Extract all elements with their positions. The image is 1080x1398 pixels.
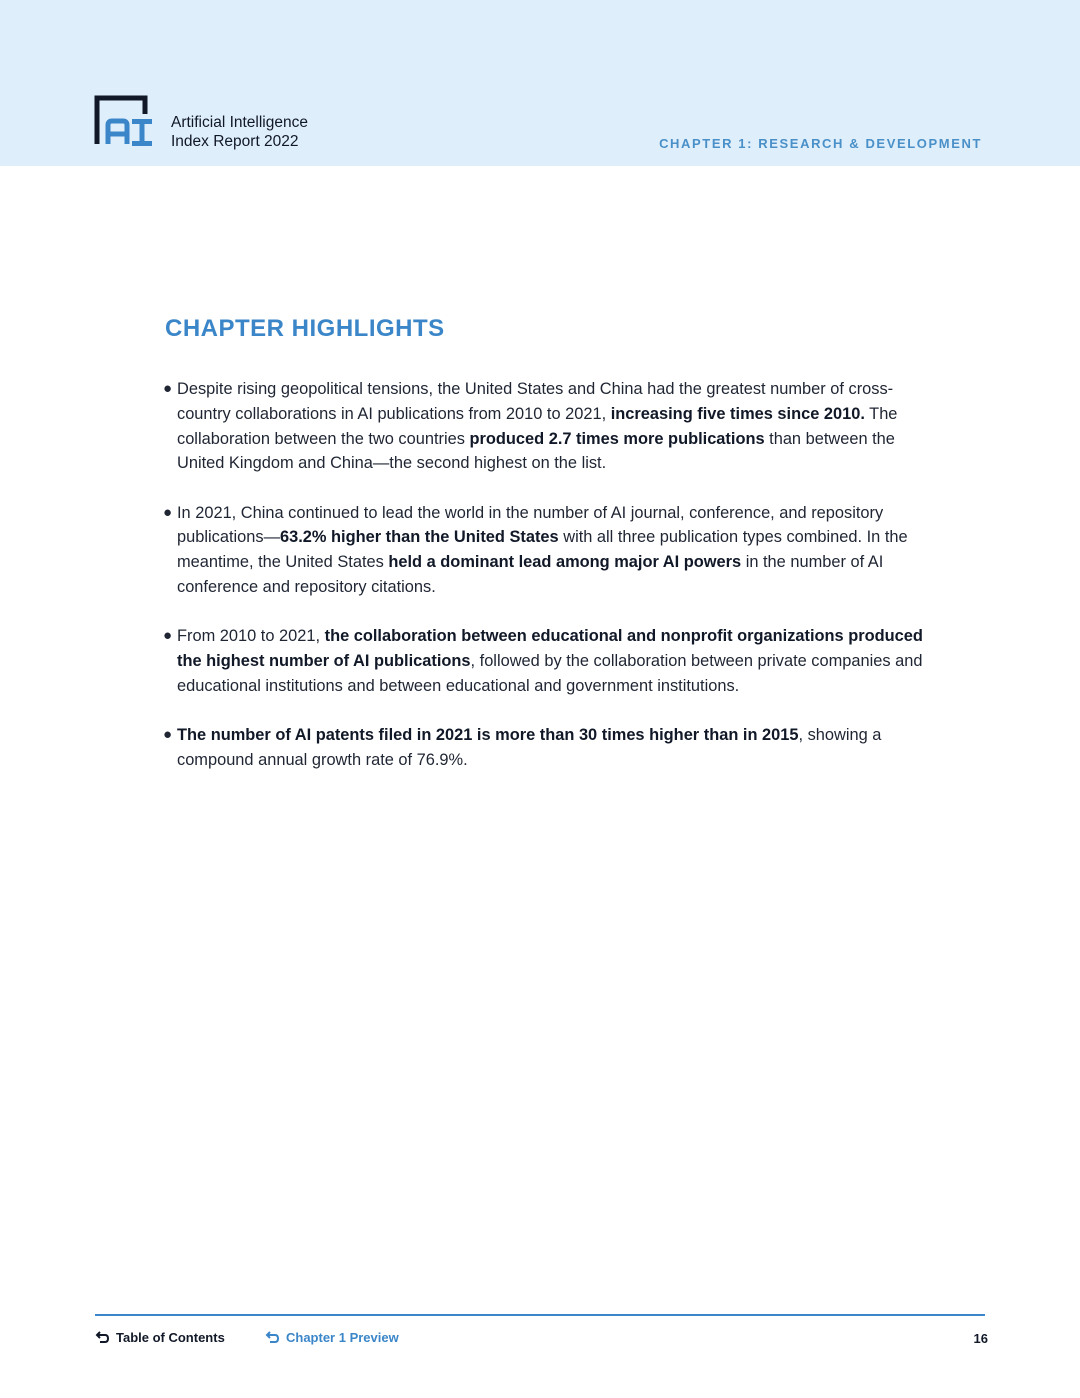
highlight-text: In 2021, China continued to lead the world in the number of AI journal, conference, and repository publications— xyxy=(177,503,884,547)
report-title xyxy=(171,113,308,151)
highlight-emphasis: The number of AI patents filed in 2021 is more than 30 times higher than in 2015 xyxy=(177,726,799,745)
highlight-emphasis: increasing five times since 2010. xyxy=(610,404,865,423)
page-number: 16 xyxy=(973,1331,988,1346)
highlight-emphasis: produced 2.7 times more publications xyxy=(469,429,765,448)
table-of-contents-link[interactable] xyxy=(95,1330,225,1345)
highlight-item xyxy=(163,723,933,773)
bullet-dot-icon: ● xyxy=(163,380,173,397)
highlight-text: The collaboration between the two countries xyxy=(177,404,898,448)
footer-divider xyxy=(95,1314,985,1316)
highlight-item xyxy=(163,624,933,698)
bullet-dot-icon: ● xyxy=(163,503,173,521)
report-title-line2: Index Report 2022 xyxy=(171,133,299,150)
highlight-text: with all three publication types combined. In the meantime, the United States xyxy=(177,528,908,572)
table-of-contents-label: Table of Contents xyxy=(116,1330,225,1345)
bullet-dot-icon: ● xyxy=(163,627,173,645)
highlight-text: From 2010 to 2021, xyxy=(177,627,325,646)
highlight-text: Despite rising geopolitical tensions, the United States and China had the greatest number of cross-country collaborations in AI publications from 2010 to 2021, xyxy=(177,380,894,423)
highlight-item xyxy=(163,501,933,600)
return-arrow-icon xyxy=(95,1331,110,1344)
highlights-list xyxy=(163,377,933,797)
chapter-label: CHAPTER 1: RESEARCH & DEVELOPMENT xyxy=(659,136,982,151)
chapter-preview-label: Chapter 1 Preview xyxy=(286,1330,399,1345)
highlight-text: , showing a compound annual growth rate of 76.9%. xyxy=(177,726,882,770)
highlight-text: than between the United Kingdom and China—the second highest on the list. xyxy=(177,429,895,473)
highlight-item xyxy=(163,377,933,476)
highlight-emphasis: 63.2% higher than the United States xyxy=(279,528,559,547)
highlight-emphasis: held a dominant lead among major AI powers xyxy=(388,553,742,572)
ai-index-logo-icon xyxy=(94,94,154,148)
return-arrow-icon xyxy=(265,1331,280,1344)
highlight-text: , followed by the collaboration between private companies and educational institutions and between educational and government institutions. xyxy=(177,652,923,695)
bullet-dot-icon: ● xyxy=(163,726,173,744)
header-band xyxy=(0,0,1080,166)
report-title-line1: Artificial Intelligence xyxy=(171,114,308,131)
highlight-emphasis: the collaboration between educational and nonprofit organizations produced the highest number of AI publications xyxy=(177,627,923,671)
page-title: CHAPTER HIGHLIGHTS xyxy=(165,315,445,342)
highlight-text: in the number of AI conference and repository citations. xyxy=(177,553,884,597)
chapter-preview-link[interactable] xyxy=(265,1330,399,1345)
